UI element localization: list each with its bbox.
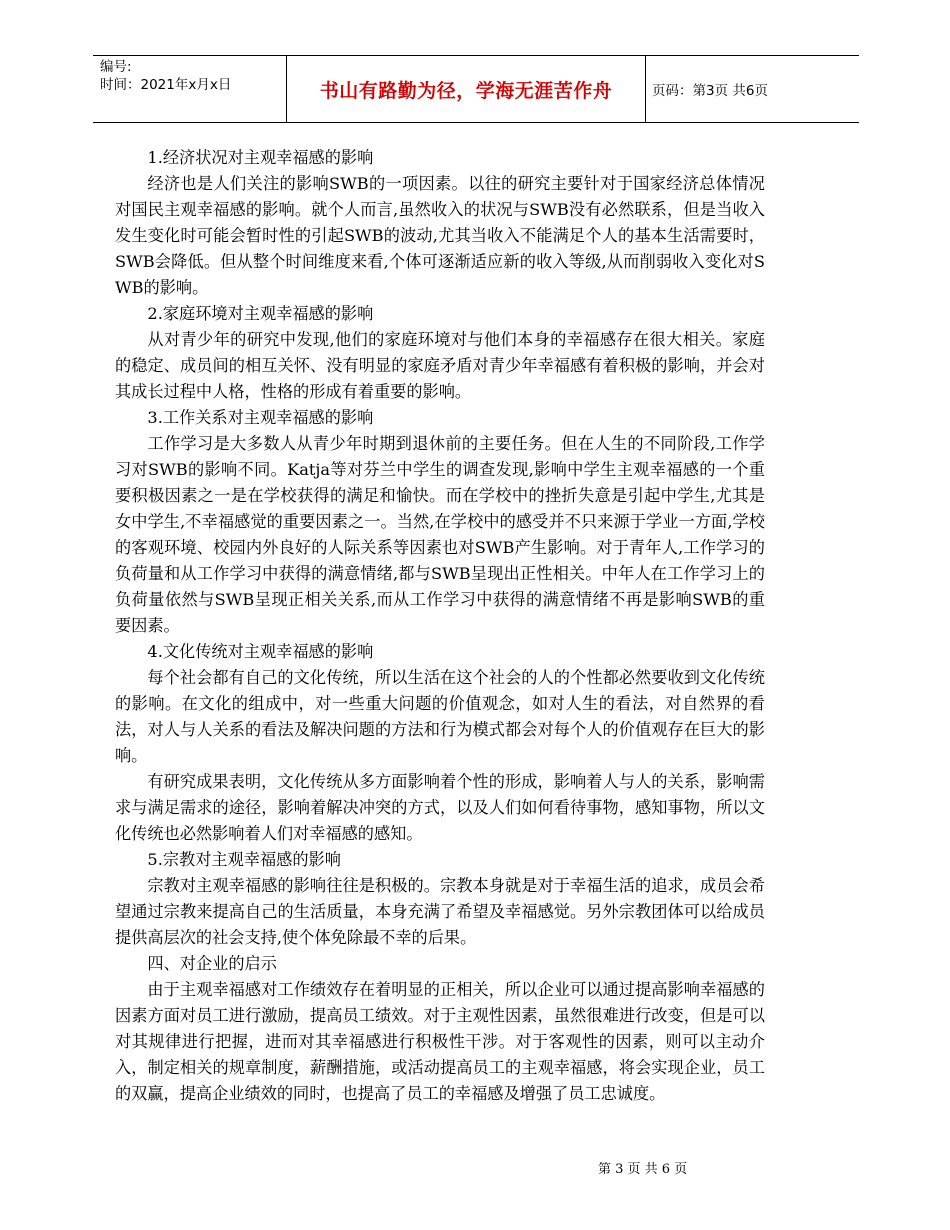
document-body [115,145,765,1107]
header-motto-cell [286,56,646,122]
section-heading-work: 3.工作关系对主观幸福感的影响 [147,408,374,427]
paragraph-economy: 经济也是人们关注的影响SWB的一项因素。以往的研究主要针对于国家经济总体情况对国民主观幸福感的影响。就个人而言,虽然收入的状况与SWB没有必然联系，但是当收入发生变化时可能会暂时性的引起SWB的波动,尤其当收入不能满足个人的基本生活需要时， SWB会降低。但从整个时间维度来看,个体可逐渐适应新的收入等级,从而削弱收入变化对SWB的影响。 [115,174,765,297]
paragraph-work: 工作学习是大多数人从青少年时期到退休前的主要任务。但在人生的不同阶段,工作学习对SWB的影响不同。Katja等对芬兰中学生的调查发现,影响中学生主观幸福感的一个重要积极因素之一是在学校获得的满足和愉快。而在学校中的挫折失意是引起中学生,尤其是女中学生,不幸福感觉的重要因素之一。当然,在学校中的感受并不只来源于学业一方面,学校的客观环境、校园内外良好的人际关系等因素也对SWB产生影响。对于青年人,工作学习的负荷量和从工作学习中获得的满意情绪,都与SWB呈现出正性相关。中年人在工作学习上的负荷量依然与SWB呈现正相关关系,而从工作学习中获得的满意情绪不再是影响SWB的重要因素。 [115,434,765,635]
page-info: 页码：第3页 共6页 [652,83,768,99]
section-heading-culture: 4.文化传统对主观幸福感的影响 [147,642,374,661]
section-heading-enterprise: 四、对企业的启示 [147,954,277,973]
time-label: 时间：2021年x月x日 [100,77,232,93]
section-heading-religion: 5.宗教对主观幸福感的影响 [147,850,341,869]
section-heading-family: 2.家庭环境对主观幸福感的影响 [147,304,374,323]
motto-text: 书山有路勤为径，学海无涯苦作舟 [319,79,613,102]
page-header [93,55,859,123]
paragraph-enterprise: 由于主观幸福感对工作绩效存在着明显的正相关，所以企业可以通过提高影响幸福感的因素方面对员工进行激励，提高员工绩效。对于主观性因素，虽然很难进行改变，但是可以对其规律进行把握，进而对其幸福感进行积极性干涉。对于客观性的因素，则可以主动介入，制定相关的规章制度，薪酬措施，或活动提高员工的主观幸福感，将会实现企业，员工的双赢，提高企业绩效的同时，也提高了员工的幸福感及增强了员工忠诚度。 [115,980,765,1103]
paragraph-family: 从对青少年的研究中发现,他们的家庭环境对与他们本身的幸福感存在很大相关。家庭的稳定、成员间的相互关怀、没有明显的家庭矛盾对青少年幸福感有着积极的影响，并会对其成长过程中人格，性格的形成有着重要的影响。 [115,330,765,401]
page-footer: 第 3 页 共 6 页 [598,1162,688,1177]
section-heading-economy: 1.经济状况对主观幸福感的影响 [147,148,374,167]
header-meta-cell [93,56,286,122]
header-page-cell [645,56,859,122]
paragraph-culture-1: 每个社会都有自己的文化传统，所以生活在这个社会的人的个性都必然要收到文化传统的影响。在文化的组成中，对一些重大问题的价值观念，如对人生的看法，对自然界的看法，对人与人关系的看法及解决问题的方法和行为模式都会对每个人的价值观存在巨大的影响。 [115,668,765,765]
paragraph-culture-2: 有研究成果表明，文化传统从多方面影响着个性的形成，影响着人与人的关系，影响需求与满足需求的途径，影响着解决冲突的方式，以及人们如何看待事物，感知事物，所以文化传统也必然影响着人们对幸福感的感知。 [115,772,765,843]
paragraph-religion: 宗教对主观幸福感的影响往往是积极的。宗教本身就是对于幸福生活的追求，成员会希望通过宗教来提高自己的生活质量，本身充满了希望及幸福感觉。另外宗教团体可以给成员提供高层次的社会支持,使个体免除最不幸的后果。 [115,876,765,947]
serial-number-label: 编号: [100,59,132,75]
